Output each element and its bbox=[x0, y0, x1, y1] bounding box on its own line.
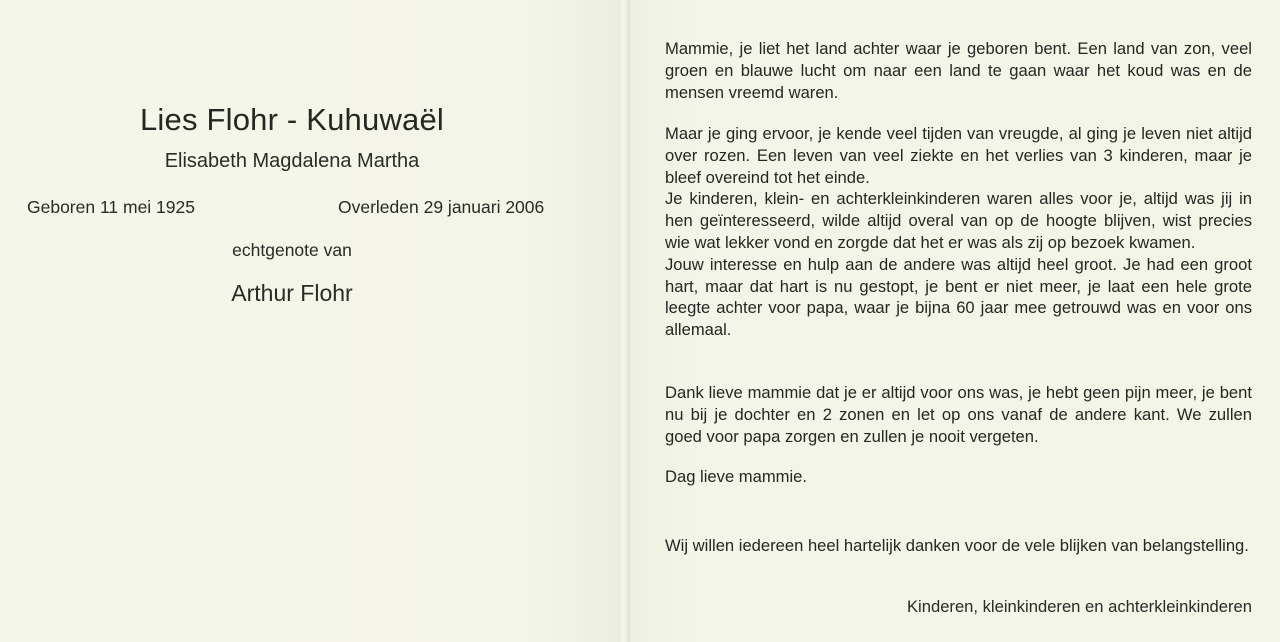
paragraph-text: Je kinderen, klein- en achterkleinkinderen waren alles voor je, altijd was jij in hen geïnteresseerd, wilde altijd overal van op de hoogte blijven, wist precies wie wat lekker vond en zorgde dat het er was als zij op bezoek kwamen. bbox=[665, 189, 1252, 252]
left-page bbox=[0, 0, 620, 642]
paragraph-text: Wij willen iedereen heel hartelijk danken voor de vele blijken van belangstelling. bbox=[665, 536, 1249, 555]
deceased-full-name: Elisabeth Magdalena Martha bbox=[164, 150, 420, 172]
death-date: Overleden 29 januari 2006 bbox=[338, 197, 545, 217]
paragraph-farewell bbox=[665, 466, 1252, 488]
spouse-label: echtgenote van bbox=[232, 240, 352, 260]
paragraph-life bbox=[665, 123, 1252, 341]
spouse-name: Arthur Flohr bbox=[231, 280, 353, 306]
paragraph-text: Dank lieve mammie dat je er altijd voor ons was, je hebt geen pijn meer, je bent nu bij je dochter en 2 zonen en let op ons vanaf de andere kant. We zullen goed voor papa zorgen en zullen je nooit vergeten. bbox=[665, 383, 1252, 446]
paragraph-text: Jouw interesse en hulp aan de andere was altijd heel groot. Je had een groot hart, maar dat hart is nu gestopt, je bent er niet meer, je laat een hele grote leegte achter voor papa, waar je bijna 60 jaar mee getrouwd was en voor ons allemaal. bbox=[665, 254, 1252, 340]
birth-date: Geboren 11 mei 1925 bbox=[27, 197, 195, 217]
deceased-name: Lies Flohr - Kuhuwaël bbox=[139, 102, 444, 137]
paragraph-acknowledgement bbox=[665, 535, 1252, 557]
paragraph-thanks-mother bbox=[665, 382, 1252, 447]
card-fold bbox=[618, 0, 630, 642]
paragraph-text: Dag lieve mammie. bbox=[665, 467, 808, 486]
paragraph-text: Maar je ging ervoor, je kende veel tijden van vreugde, al ging je leven niet altijd over rozen. Een leven van veel ziekte en het verlies van 3 kinderen, maar je bleef overeind tot het einde. bbox=[665, 124, 1252, 187]
paragraph-homeland bbox=[665, 38, 1252, 103]
paragraph-text: Mammie, je liet het land achter waar je geboren bent. Een land van zon, veel groen en blauwe lucht om naar een land te gaan waar het koud was en de mensen vreemd waren. bbox=[665, 39, 1252, 102]
signature: Kinderen, kleinkinderen en achterkleinkinderen bbox=[906, 597, 1252, 616]
